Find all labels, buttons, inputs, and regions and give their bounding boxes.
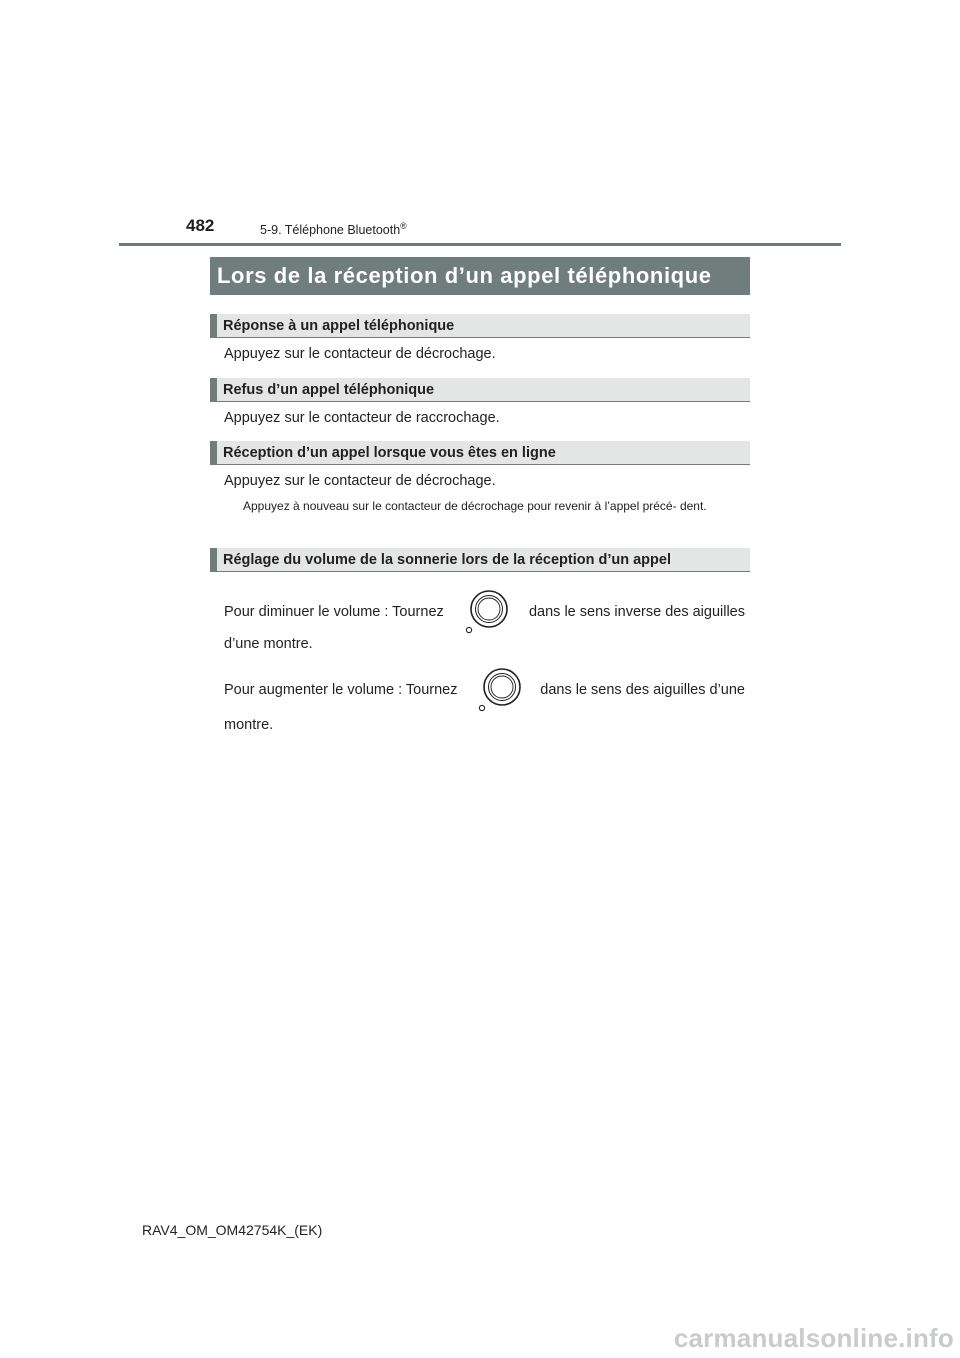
subheading-text: Réponse à un appel téléphonique [223,317,455,334]
volume-increase-text-before: Pour augmenter le volume : Tournez [224,682,458,698]
watermark: carmanualsonline.info [673,1323,954,1353]
subheading-call-waiting [210,441,750,465]
section-breadcrumb [260,221,407,237]
subheading-text: Réglage du volume de la sonnerie lors de la réception d’un appel [223,551,671,568]
section-title: 5-9. Téléphone Bluetooth [260,223,401,238]
volume-knob-icon [464,590,510,636]
volume-knob-icon [477,668,523,714]
volume-decrease-line [224,590,745,636]
volume-decrease-text-after: dans le sens inverse des aiguilles [528,604,745,620]
subheading-answer-call [210,314,750,338]
note-call-waiting: Appuyez à nouveau sur le contacteur de décrochage pour revenir à l’appel précé- dent. [243,499,707,513]
volume-increase-line [224,668,745,714]
body-answer-call: Appuyez sur le contacteur de décrochage. [224,346,496,362]
volume-decrease-continuation: d’une montre. [224,636,313,652]
registered-mark: ® [400,221,407,231]
header-divider [119,243,841,246]
main-title-bar [210,257,750,295]
volume-increase-text-after: dans le sens des aiguilles d’une [540,682,745,698]
subheading-text: Réception d’un appel lorsque vous êtes en ligne [223,444,556,461]
page-number: 482 [186,216,215,235]
volume-decrease-text-before: Pour diminuer le volume : Tournez [224,604,444,620]
volume-increase-continuation: montre. [224,717,274,733]
subheading-ring-volume [210,548,750,572]
main-title: Lors de la réception d’un appel téléphonique [217,263,712,288]
subheading-reject-call [210,378,750,402]
subheading-text: Refus d’un appel téléphonique [223,381,435,398]
body-call-waiting: Appuyez sur le contacteur de décrochage. [224,473,496,489]
footer-doc-code: RAV4_OM_OM42754K_(EK) [142,1222,323,1238]
body-reject-call: Appuyez sur le contacteur de raccrochage. [224,410,500,426]
